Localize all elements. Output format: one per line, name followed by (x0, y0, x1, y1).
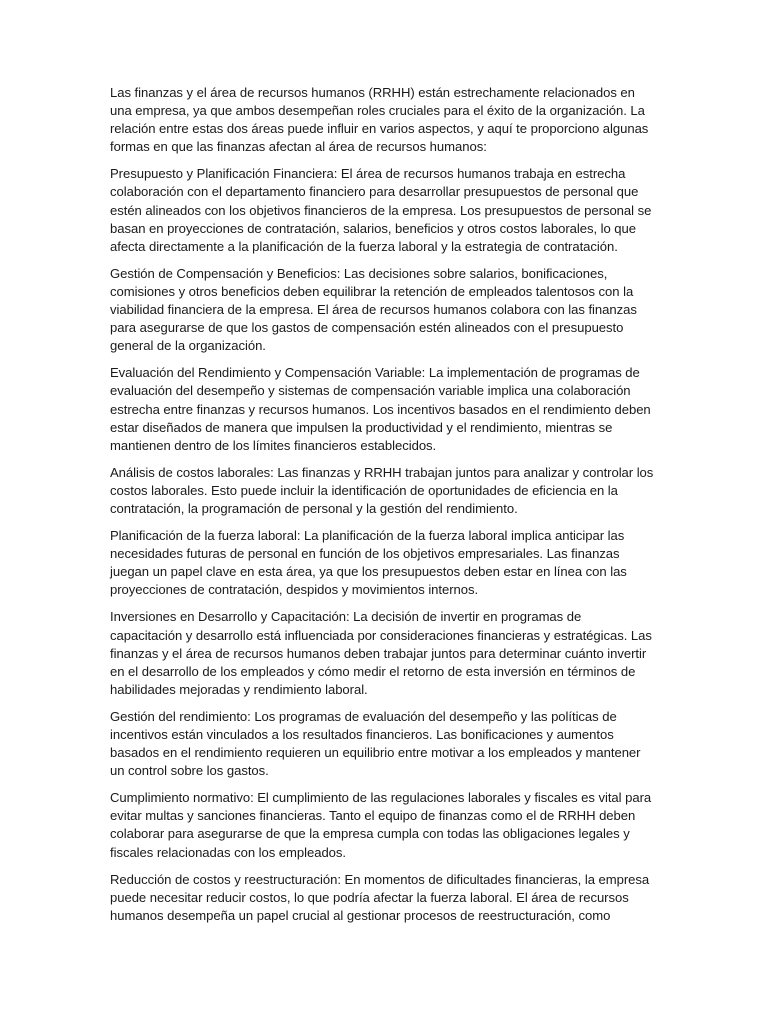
paragraph-cumplimiento: Cumplimiento normativo: El cumplimiento de las regulaciones laborales y fiscales es vital para evitar multas y sanciones financieras. Tanto el equipo de finanzas como el de RRHH deben colaborar para asegurarse de que la empresa cumpla con todas las obligaciones legales y fiscales relacionadas con los empleados. (110, 790, 652, 860)
paragraph-costos-laborales: Análisis de costos laborales: Las finanzas y RRHH trabajan juntos para analizar y controlar los costos laborales. Esto puede incluir la identificación de oportunidades de eficiencia en la contratación, la programación de personal y la gestión del rendimiento. (110, 464, 654, 516)
paragraph-planificacion: Planificación de la fuerza laboral: La planificación de la fuerza laboral implica anticipar las necesidades futuras de personal en función de los objetivos empresariales. Las finanzas juegan un papel clave en esta área, ya que los presupuestos deben estar en línea con las proyecciones de contratación, despidos y movimientos internos. (110, 528, 627, 598)
paragraph-inversiones: Inversiones en Desarrollo y Capacitación: La decisión de invertir en programas de capacitación y desarrollo está influenciada por consideraciones financieras y estratégicas. Las finanzas y el área de recursos humanos deben trabajar juntos para determinar cuánto invertir en el desarrollo de los empleados y cómo medir el retorno de esta inversión en términos de habilidades mejoradas y rendimiento laboral. (110, 609, 652, 697)
paragraph-rendimiento: Gestión del rendimiento: Los programas de evaluación del desempeño y las políticas de incentivos están vinculados a los resultados financieros. Las bonificaciones y aumentos basados en el rendimiento requieren un equilibrio entre motivar a los empleados y mantener un control sobre los gastos. (110, 708, 641, 779)
paragraph-compensacion: Gestión de Compensación y Beneficios: Las decisiones sobre salarios, bonificaciones, comisiones y otros beneficios deben equilibrar la retención de empleados talentosos con la viabilidad financiera de la empresa. El área de recursos humanos colabora con las finanzas para asegurarse de que los gastos de compensación estén alineados con el presupuesto general de la organización. (110, 265, 637, 354)
paragraph-presupuesto: Presupuesto y Planificación Financiera: El área de recursos humanos trabaja en estrecha colaboración con el departamento financiero para desarrollar presupuestos de personal que estén alineados con los objetivos financieros de la empresa. Los presupuestos de personal se basan en proyecciones de contratación, salarios, beneficios y otros costos laborales, lo que afecta directamente a la planificación de la fuerza laboral y la estrategia de contratación. (110, 166, 652, 254)
document-body (110, 84, 656, 934)
paragraph-intro: Las finanzas y el área de recursos humanos (RRHH) están estrechamente relacionados en una empresa, ya que ambos desempeñan roles cruciales para el éxito de la organización. La relación entre estas dos áreas puede influir en varios aspectos, y aquí te proporciono algunas formas en que las finanzas afectan al área de recursos humanos: (110, 85, 649, 155)
paragraph-reduccion: Reducción de costos y reestructuración: En momentos de dificultades financieras, la empresa puede necesitar reducir costos, lo que podría afectar la fuerza laboral. El área de recursos humanos desempeña un papel crucial al gestionar procesos de reestructuración, como (110, 871, 650, 923)
paragraph-evaluacion: Evaluación del Rendimiento y Compensación Variable: La implementación de programas de evaluación del desempeño y sistemas de compensación variable implica una colaboración estrecha entre finanzas y recursos humanos. Los incentivos basados en el rendimiento deben estar diseñados de manera que impulsen la productividad y el rendimiento, mientras se mantienen dentro de los límites financieros establecidos. (110, 365, 651, 453)
